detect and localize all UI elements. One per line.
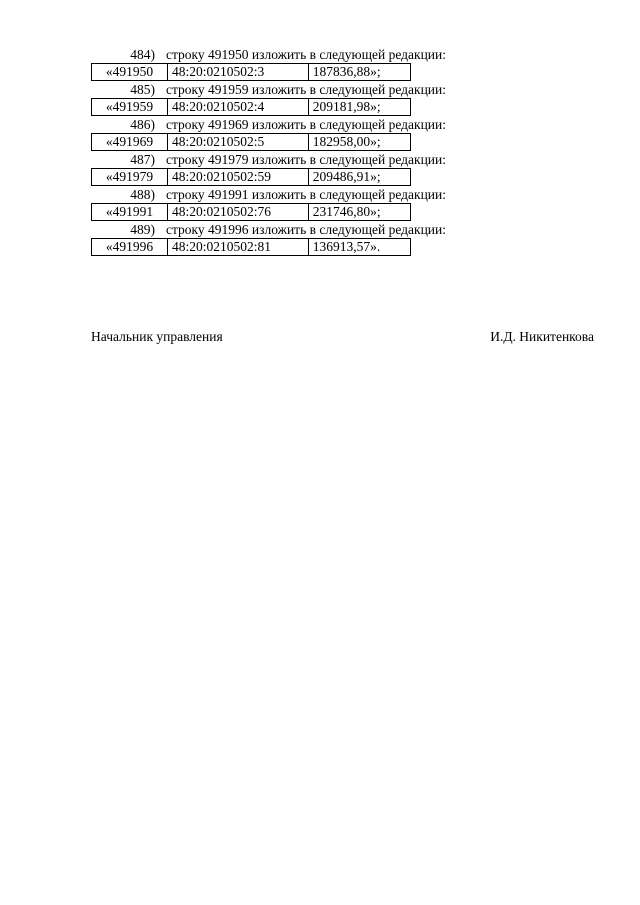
amended-row-table: [91, 63, 411, 81]
row-number-cell: «491950: [92, 64, 168, 81]
item-line: [91, 221, 596, 238]
signature-block: [91, 329, 594, 345]
item-number: 488): [130, 186, 155, 202]
amendment-item: [91, 151, 596, 186]
row-number-cell: «491959: [92, 99, 168, 116]
item-text: строку 491969 изложить в следующей редакции:: [166, 116, 447, 132]
amendment-item: [91, 186, 596, 221]
item-number: 487): [130, 151, 155, 167]
item-text: строку 491996 изложить в следующей редакции:: [166, 221, 447, 237]
table-row: [92, 239, 411, 256]
amended-row-table: [91, 203, 411, 221]
amendment-item: [91, 81, 596, 116]
signatory-name: И.Д. Никитенкова: [490, 329, 594, 344]
item-text: строку 491959 изложить в следующей редакции:: [166, 81, 447, 97]
value-cell: 231746,80»;: [308, 204, 410, 221]
amendment-item: [91, 221, 596, 256]
cadastral-number-cell: 48:20:0210502:81: [167, 239, 308, 256]
item-text: строку 491950 изложить в следующей редакции:: [166, 46, 447, 62]
row-number-cell: «491969: [92, 134, 168, 151]
cadastral-number-cell: 48:20:0210502:76: [167, 204, 308, 221]
cadastral-number-cell: 48:20:0210502:3: [167, 64, 308, 81]
row-number-cell: «491996: [92, 239, 168, 256]
document-body: [91, 46, 596, 256]
value-cell: 209181,98»;: [308, 99, 410, 116]
item-line: [91, 186, 596, 203]
item-number: 489): [130, 221, 155, 237]
cadastral-number-cell: 48:20:0210502:4: [167, 99, 308, 116]
signatory-position: Начальник управления: [91, 329, 223, 344]
table-row: [92, 134, 411, 151]
table-row: [92, 169, 411, 186]
item-number: 486): [130, 116, 155, 132]
amendment-item: [91, 46, 596, 81]
value-cell: 209486,91»;: [308, 169, 410, 186]
row-number-cell: «491991: [92, 204, 168, 221]
item-line: [91, 81, 596, 98]
table-row: [92, 64, 411, 81]
item-line: [91, 151, 596, 168]
value-cell: 182958,00»;: [308, 134, 410, 151]
item-number: 485): [130, 81, 155, 97]
item-number: 484): [130, 46, 155, 62]
amended-row-table: [91, 98, 411, 116]
table-row: [92, 99, 411, 116]
item-line: [91, 46, 596, 63]
item-line: [91, 116, 596, 133]
item-text: строку 491979 изложить в следующей редакции:: [166, 151, 447, 167]
cadastral-number-cell: 48:20:0210502:59: [167, 169, 308, 186]
value-cell: 136913,57».: [308, 239, 410, 256]
amended-row-table: [91, 238, 411, 256]
amendment-item: [91, 116, 596, 151]
amended-row-table: [91, 133, 411, 151]
row-number-cell: «491979: [92, 169, 168, 186]
amended-row-table: [91, 168, 411, 186]
cadastral-number-cell: 48:20:0210502:5: [167, 134, 308, 151]
value-cell: 187836,88»;: [308, 64, 410, 81]
table-row: [92, 204, 411, 221]
item-text: строку 491991 изложить в следующей редакции:: [166, 186, 447, 202]
